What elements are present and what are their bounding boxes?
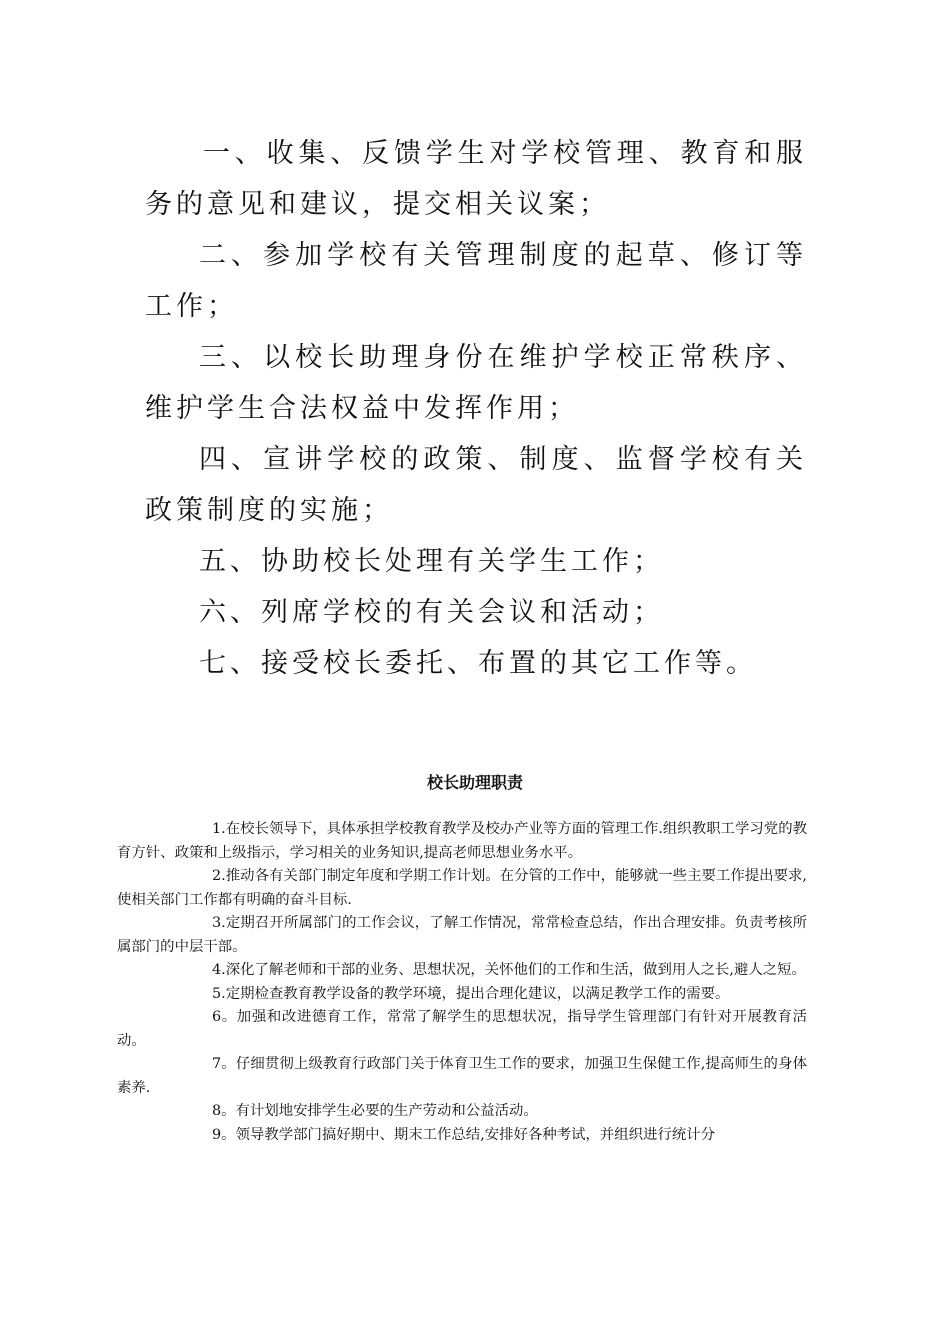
duty-item-1: 一、收集、反馈学生对学校管理、教育和服务的意见和建议，提交相关议案；	[145, 138, 807, 220]
assistant-duty-8: 8。有计划地安排学生必要的生产劳动和公益活动。	[212, 1103, 538, 1119]
duty-item-7: 七、接受校长委托、布置的其它工作等。	[199, 648, 757, 679]
assistant-duty-4: 4.深化了解老师和干部的业务、思想状况，关怀他们的工作和生活，做到用人之长,避人之短。	[212, 962, 806, 978]
assistant-duty-9: 9。领导教学部门搞好期中、期末工作总结,安排好各种考试，并组织进行统计分	[212, 1126, 716, 1143]
assistant-duty-2: 2.推动各有关部门制定年度和学期工作计划。在分管的工作中，能够就一些主要工作提出要求,使相关部门工作都有明确的奋斗目标.	[117, 868, 807, 908]
duty-item-6: 六、列席学校的有关会议和活动；	[199, 597, 664, 628]
duty-item-2: 二、参加学校有关管理制度的起草、修订等工作；	[145, 240, 807, 322]
duty-item-5: 五、协助校长处理有关学生工作；	[199, 546, 664, 577]
duties-list-upper	[145, 128, 807, 689]
assistant-duty-3: 3.定期召开所属部门的工作会议，了解工作情况，常常检查总结，作出合理安排。负责考核所属部门的中层干部。	[117, 915, 807, 955]
duty-item-4: 四、宣讲学校的政策、制度、监督学校有关政策制度的实施；	[145, 444, 807, 526]
assistant-duty-7: 7。仔细贯彻上级教育行政部门关于体育卫生工作的要求，加强卫生保健工作,提高师生的身体素养.	[117, 1056, 807, 1096]
duties-list-lower	[117, 818, 807, 1147]
duty-item-3: 三、以校长助理身份在维护学校正常秩序、维护学生合法权益中发挥作用；	[145, 342, 807, 424]
section-title: 校长助理职责	[426, 773, 523, 792]
assistant-duty-6: 6。加强和改进德育工作，常常了解学生的思想状况，指导学生管理部门有针对开展教育活动。	[117, 1009, 807, 1049]
assistant-duty-5: 5.定期检查教育教学设备的教学环境，提出合理化建议，以满足教学工作的需要。	[212, 985, 730, 1002]
assistant-duty-1: 1.在校长领导下，具体承担学校教育教学及校办产业等方面的管理工作.组织教职工学习党的教育方针、政策和上级指示，学习相关的业务知识,提高老师思想业务水平。	[117, 821, 807, 861]
